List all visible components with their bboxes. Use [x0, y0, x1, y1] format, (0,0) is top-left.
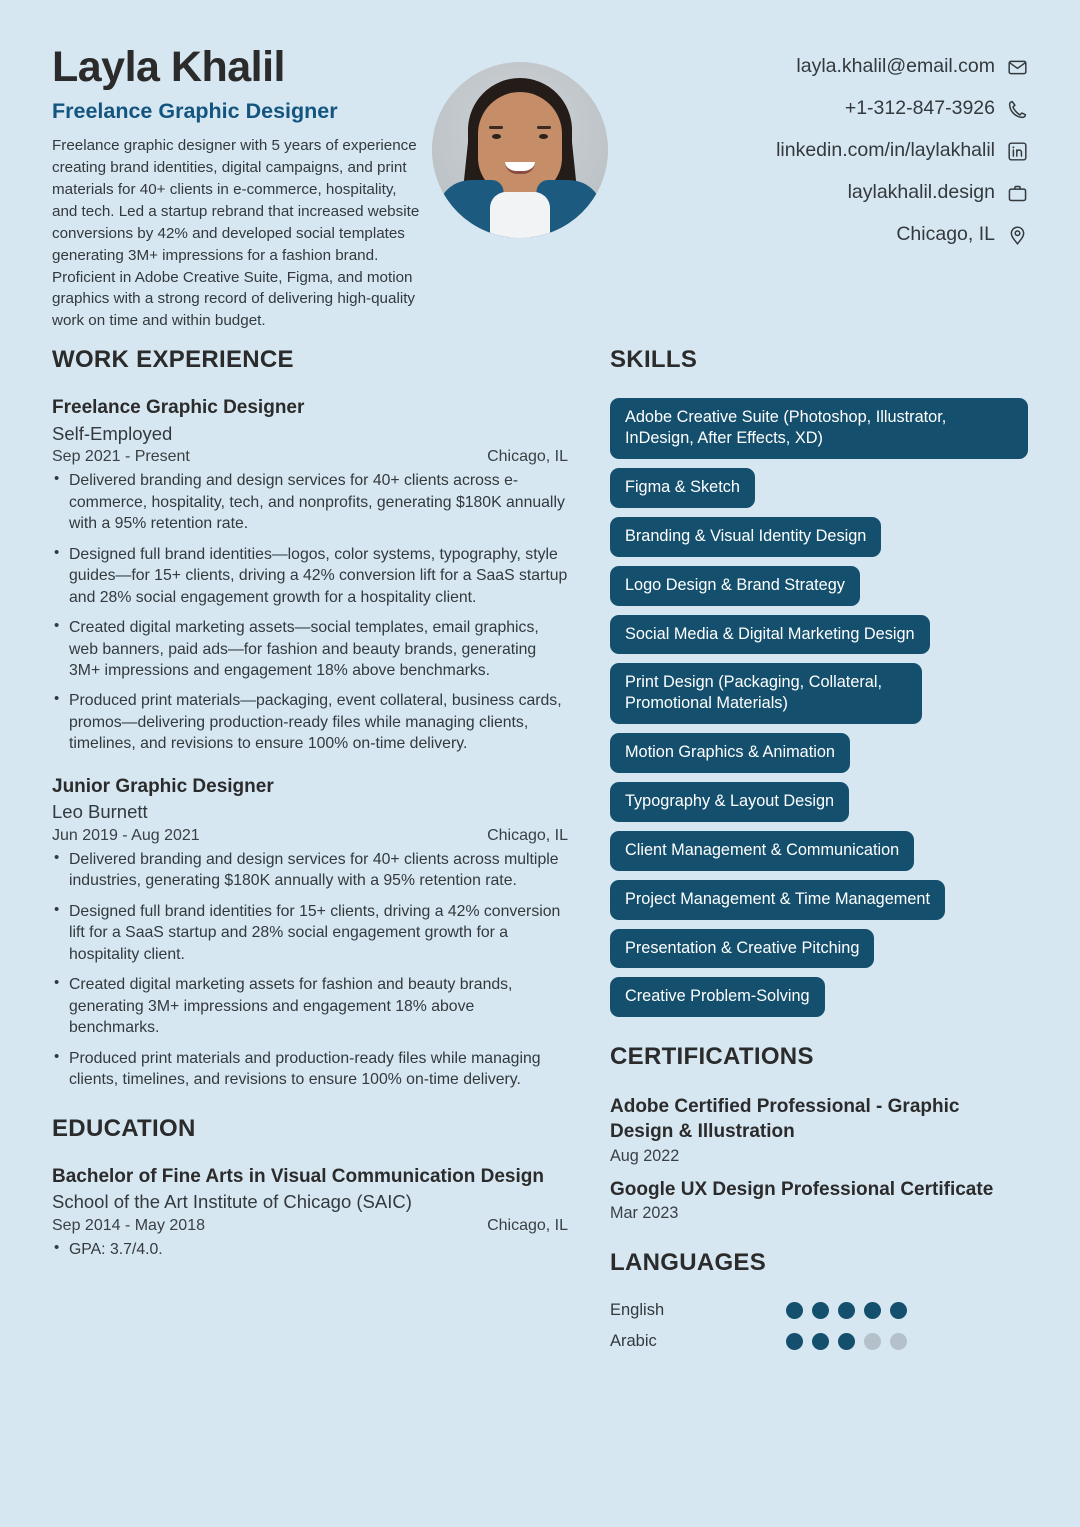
job-location: Chicago, IL: [487, 448, 568, 466]
section-title-work-experience: WORK EXPERIENCE: [52, 346, 294, 374]
work-entry: [52, 775, 568, 1091]
job-org: Leo Burnett: [52, 801, 148, 823]
level-dot-empty: [890, 1333, 907, 1350]
linkedin-icon: [1006, 140, 1028, 162]
certification-item: [610, 1095, 1028, 1165]
education-bullets: [52, 1239, 568, 1260]
skill-pill: Creative Problem-Solving: [610, 977, 825, 1017]
language-level-dots: [786, 1302, 907, 1319]
degree-title: Bachelor of Fine Arts in Visual Communication Design: [52, 1165, 544, 1187]
section-title-languages: LANGUAGES: [610, 1249, 767, 1277]
certification-name: Google UX Design Professional Certificate: [610, 1178, 994, 1200]
language-level-dots: [786, 1333, 907, 1350]
job-meta: [52, 827, 568, 845]
education-entry: [52, 1165, 568, 1260]
candidate-headline: Freelance Graphic Designer: [52, 99, 338, 124]
header-left-block: [52, 44, 424, 332]
level-dot-filled: [812, 1333, 829, 1350]
certification-item: [610, 1178, 1028, 1224]
work-entry: [52, 396, 568, 755]
candidate-summary: Freelance graphic designer with 5 years of experience creating brand identities, digital campaigns, and print materials for 40+ clients in e-commerce, hospitality, and tech. Led a startup rebrand that increased website conversions by 42% and developed social templates generating 3M+ impressions for a fashion brand. Proficient in Adobe Creative Suite, Figma, and motion graphics with a strong record of delivering high-quality work on time and within budget.: [52, 137, 420, 330]
skill-pill: Typography & Layout Design: [610, 782, 849, 822]
profile-photo: [432, 62, 608, 238]
contact-location-text: Chicago, IL: [896, 223, 995, 246]
skills-list: [610, 398, 1028, 1017]
job-bullet: • Delivered branding and design services for 40+ clients across e-commerce, hospitality, tech, and nonprofits, generating $180K annually with a 95% retention rate.: [52, 470, 568, 534]
skill-pill: Logo Design & Brand Strategy: [610, 566, 860, 606]
photo-eye-left: [492, 134, 501, 139]
skill-pill: Client Management & Communication: [610, 831, 914, 871]
job-bullet: • Created digital marketing assets—social templates, email graphics, web banners, paid ads—for fashion and beauty brands, generating 3M+ impressions and engagement 18% above benchmarks.: [52, 617, 568, 681]
certification-name: Adobe Certified Professional - Graphic Design & Illustration: [610, 1096, 960, 1142]
job-dates: Jun 2019 - Aug 2021: [52, 826, 200, 844]
portfolio-icon: [1006, 182, 1028, 204]
section-title-certifications: CERTIFICATIONS: [610, 1043, 814, 1071]
resume-header: [0, 0, 1080, 332]
job-bullets: [52, 849, 568, 1091]
education-dates: Sep 2014 - May 2018: [52, 1216, 205, 1234]
contact-linkedin-text: linkedin.com/in/laylakhalil: [776, 139, 995, 162]
job-meta: [52, 448, 568, 466]
skill-pill: Project Management & Time Management: [610, 880, 945, 920]
level-dot-filled: [786, 1302, 803, 1319]
school-name: School of the Art Institute of Chicago (SAIC): [52, 1190, 412, 1212]
email-icon: [1006, 56, 1028, 78]
left-column: [52, 346, 568, 1363]
skill-pill: Print Design (Packaging, Collateral, Promotional Materials): [610, 663, 922, 724]
education-meta: [52, 1217, 568, 1235]
level-dot-filled: [864, 1302, 881, 1319]
job-bullet: • Produced print materials—packaging, event collateral, business cards, promos—delivering production-ready files while managing clients, timelines, and revisions to ensure 100% on-time delivery.: [52, 690, 568, 754]
job-dates: Sep 2021 - Present: [52, 448, 190, 466]
education-bullet: • GPA: 3.7/4.0.: [52, 1239, 568, 1260]
languages-list: [610, 1301, 1028, 1351]
language-name: Arabic: [610, 1332, 657, 1351]
certifications-list: [610, 1095, 1028, 1223]
education-location: Chicago, IL: [487, 1216, 568, 1234]
level-dot-filled: [838, 1333, 855, 1350]
job-bullets: [52, 470, 568, 755]
photo-eye-right: [539, 134, 548, 139]
photo-brow-right: [537, 126, 551, 129]
profile-photo-wrapper: [424, 44, 616, 238]
skill-pill: Adobe Creative Suite (Photoshop, Illustrator, InDesign, After Effects, XD): [610, 398, 1028, 459]
contact-email[interactable]: [796, 56, 1028, 78]
skill-pill: Figma & Sketch: [610, 468, 755, 508]
language-item: [610, 1332, 1028, 1351]
job-bullet: • Designed full brand identities for 15+ clients, driving a 42% conversion lift for a SaaS startup and 28% social engagement growth for a hospitality client.: [52, 901, 568, 965]
job-location: Chicago, IL: [487, 826, 568, 844]
job-bullet: • Delivered branding and design services for 40+ clients across multiple industries, generating $180K annually with a 95% retention rate.: [52, 849, 568, 892]
job-title: Freelance Graphic Designer: [52, 397, 305, 419]
section-title-skills: SKILLS: [610, 346, 698, 374]
job-bullet: • Produced print materials and production-ready files while managing clients, timelines, and revisions to ensure 100% on-time delivery.: [52, 1048, 568, 1091]
photo-shirt: [490, 192, 550, 238]
skill-pill: Motion Graphics & Animation: [610, 733, 850, 773]
contact-list: [616, 44, 1028, 246]
language-item: [610, 1301, 1028, 1320]
contact-phone-text: +1-312-847-3926: [844, 97, 995, 120]
right-column: [610, 346, 1028, 1363]
contact-email-text: layla.khalil@email.com: [796, 55, 995, 78]
job-bullet: • Designed full brand identities—logos, color systems, typography, style guides—for 15+ clients, driving a 42% conversion lift for a SaaS startup and 28% social engagement growth for a hospitality client.: [52, 544, 568, 608]
section-title-education: EDUCATION: [52, 1114, 196, 1142]
resume-body: [0, 332, 1080, 1363]
level-dot-filled: [812, 1302, 829, 1319]
level-dot-filled: [786, 1333, 803, 1350]
contact-location: [896, 224, 1028, 246]
language-name: English: [610, 1301, 665, 1320]
level-dot-filled: [890, 1302, 907, 1319]
certification-date: Aug 2022: [610, 1146, 680, 1165]
skill-pill: Social Media & Digital Marketing Design: [610, 615, 930, 655]
photo-brow-left: [489, 126, 503, 129]
job-title: Junior Graphic Designer: [52, 775, 274, 797]
job-org: Self-Employed: [52, 422, 173, 444]
certification-date: Mar 2023: [610, 1204, 679, 1223]
level-dot-filled: [838, 1302, 855, 1319]
location-icon: [1006, 224, 1028, 246]
skill-pill: Branding & Visual Identity Design: [610, 517, 881, 557]
skill-pill: Presentation & Creative Pitching: [610, 929, 874, 969]
contact-phone[interactable]: [845, 98, 1028, 120]
candidate-name: Layla Khalil: [52, 43, 285, 91]
level-dot-empty: [864, 1333, 881, 1350]
job-bullet: • Created digital marketing assets for fashion and beauty brands, generating 3M+ impressions and engagement 18% above benchmarks.: [52, 974, 568, 1038]
contact-portfolio-text: laylakhalil.design: [847, 181, 995, 204]
phone-icon: [1006, 98, 1028, 120]
contact-linkedin[interactable]: [776, 140, 1028, 162]
contact-portfolio[interactable]: [848, 182, 1028, 204]
